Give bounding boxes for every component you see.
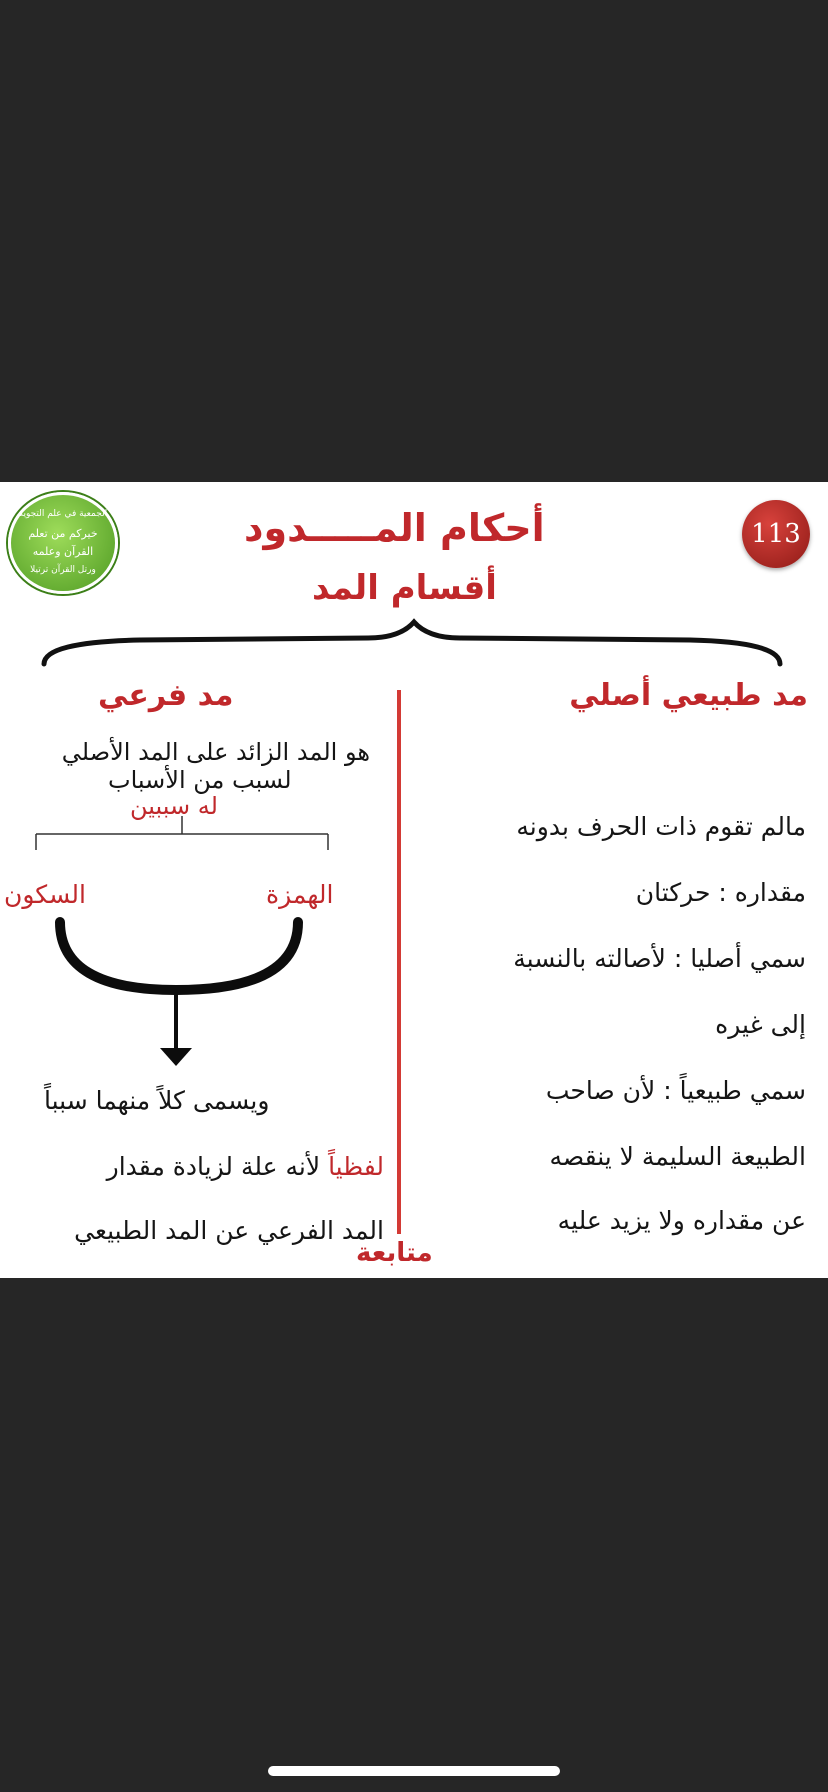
causes-label: له سببين: [130, 792, 218, 820]
right-line-7: عن مقداره ولا يزيد عليه: [557, 1206, 806, 1235]
logo-line-4: ورتل القرآن ترتيلا: [30, 565, 96, 575]
page-number-badge: 113: [742, 500, 810, 568]
down-arrow-head: [160, 1048, 192, 1066]
page-subtitle: أقسام المد: [312, 568, 497, 608]
continue-label: متابعة: [356, 1238, 433, 1268]
top-brace: [44, 622, 780, 664]
right-line-1: مالم تقوم ذات الحرف بدونه: [516, 812, 806, 841]
page-title: أحكام المـــــدود: [244, 506, 545, 550]
right-line-6: الطبيعة السليمة لا ينقصه: [549, 1142, 806, 1171]
right-line-4: إلى غيره: [715, 1010, 806, 1039]
logo-line-3: القرآن وعلمه: [32, 545, 94, 558]
right-line-5: سمي طبيعياً : لأن صاحب: [545, 1076, 806, 1105]
left-line-2-red: لفظياً: [328, 1152, 384, 1181]
right-heading: مد طبيعي أصلي: [569, 678, 808, 713]
left-line-1: ويسمى كلاً منهما سبباً: [44, 1086, 270, 1115]
center-divider: [397, 690, 401, 1234]
logo-line-2: خيركم من تعلم: [28, 527, 98, 540]
infographic-card: [0, 482, 828, 1278]
logo-line-1: الجمعية في علم التجويد: [18, 509, 108, 519]
left-definition-1: هو المد الزائد على المد الأصلي: [61, 738, 370, 766]
left-line-2-rest: لأنه علة لزيادة مقدار: [106, 1152, 329, 1181]
right-line-2: مقداره : حركتان: [635, 878, 806, 907]
left-heading: مد فرعي: [98, 678, 234, 713]
left-definition-2: لسبب من الأسباب: [108, 766, 292, 794]
right-line-3: سمي أصليا : لأصالته بالنسبة: [513, 944, 806, 973]
home-indicator[interactable]: [268, 1766, 560, 1776]
left-line-3: المد الفرعي عن المد الطبيعي: [74, 1216, 384, 1245]
cause-hamza: الهمزة: [266, 880, 334, 909]
cause-arc: [60, 922, 298, 990]
cause-sukoon: السكون: [4, 880, 86, 909]
left-line-2: [107, 1152, 384, 1181]
